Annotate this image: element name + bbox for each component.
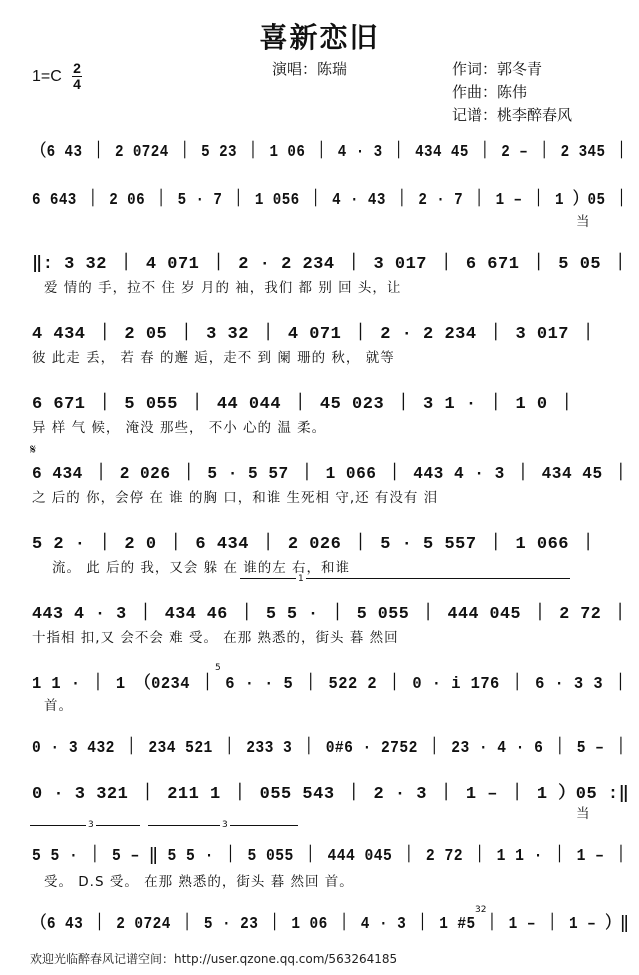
time-bottom: 4 <box>73 76 81 92</box>
notation-line-12: 5 5 · ｜ 5 – ‖ 5 5 · ｜ 5 055 ｜ 444 045 ｜ 2 72 ｜ 1 1 · ｜ 1 – ｜ <box>32 847 629 866</box>
lyric-line-11: 当 <box>576 806 591 822</box>
notation-line-8: 443 4 · 3 ｜ 434 46 ｜ 5 5 · ｜ 5 055 ｜ 444 045 ｜ 2 72 ｜ <box>32 605 629 624</box>
lyric-line-6: 之 后的 你，会停 在 谁 的胸 口，和谁 生死相 守,还 有没有 泪 <box>32 490 439 506</box>
ending-bracket-2-number: 3 <box>222 820 228 830</box>
ending-bracket-1 <box>30 825 140 826</box>
grace-note-5: 5 <box>215 663 221 673</box>
notation-line-2: 6 643 ｜ 2 06 ｜ 5 · 7 ｜ 1 056 ｜ 4 · 43 ｜ 2 · 7 ｜ 1 – ｜ 1 ）05 ｜ <box>32 191 629 210</box>
notation-line-7: 5 2 · ｜ 2 0 ｜ 6 434 ｜ 2 026 ｜ 5 · 5 557 ｜ 1 066 ｜ <box>32 535 598 554</box>
notation-line-9: 1 1 · ｜ 1 （0234 ｜ 6 · · 5 ｜ 522 2 ｜ 0 · i 176 ｜ 6 · 3 3 ｜ <box>32 675 629 694</box>
notation-line-3: ‖: 3 32 ｜ 4 071 ｜ 2 · 2 234 ｜ 3 017 ｜ 6 671 ｜ 5 05 ｜ <box>32 255 630 274</box>
grace-note-32: 32 <box>475 905 487 915</box>
time-signature <box>72 62 82 91</box>
lyric-line-8: 十指相 扣,又 会不会 难 受。 在那 熟悉的，街头 暮 然回 <box>32 630 399 646</box>
lyric-line-4: 彼 此走 丢， 若 春 的邂 逅，走不 到 阑 珊的 秋， 就等 <box>32 350 395 366</box>
notation-line-4: 4 434 ｜ 2 05 ｜ 3 32 ｜ 4 071 ｜ 2 · 2 234 ｜ 3 017 ｜ <box>32 325 598 344</box>
ending-bracket-1-number: 3 <box>88 820 94 830</box>
lyricist-credit: 作词：郭冬青 <box>452 60 543 78</box>
notation-line-6: 6 434 ｜ 2 026 ｜ 5 · 5 57 ｜ 1 066 ｜ 443 4 · 3 ｜ 434 45 ｜ <box>32 465 630 484</box>
footer-credit: 欢迎光临醉春风记谱空间：http://user.qzone.qq.com/563264185 <box>30 952 398 966</box>
song-title: 喜新恋旧 <box>259 21 380 54</box>
notation-line-1: （6 43 ｜ 2 0724 ｜ 5 23 ｜ 1 06 ｜ 4 · 3 ｜ 434 45 ｜ 2 – ｜ 2 345 ｜ <box>32 143 629 162</box>
transcriber-credit: 记谱：桃李醉春风 <box>452 106 573 124</box>
notation-line-11: 0 · 3 321 ｜ 211 1 ｜ 055 543 ｜ 2 · 3 ｜ 1 – ｜ 1 ）05 :‖ <box>32 785 630 804</box>
key-signature: 1=C <box>32 68 62 85</box>
lyric-line-3: 爱 情的 手，拉不 住 岁 月的 袖，我们 都 别 回 头，让 <box>44 280 402 296</box>
segno-mark: 𝄋 <box>30 442 37 458</box>
composer-credit: 作曲：陈伟 <box>452 83 528 101</box>
notation-line-10: 0 · 3 432 ｜ 234 521 ｜ 233 3 ｜ 0#6 · 2752 ｜ 23 · 4 · 6 ｜ 5 – ｜ <box>32 739 629 758</box>
notation-line-13: （6 43 ｜ 2 0724 ｜ 5 · 23 ｜ 1 06 ｜ 4 · 3 ｜ 1 #5 ｜ 1 – ｜ 1 – ）‖ <box>32 915 630 934</box>
lyric-line-5: 异 样 气 候， 淹没 那些， 不小 心的 温 柔。 <box>32 420 327 436</box>
lyric-line-2: 当 <box>576 214 591 230</box>
volta-bracket <box>240 578 570 587</box>
time-top: 2 <box>73 60 81 76</box>
volta-number: 1 <box>298 574 304 584</box>
lyric-line-7: 流。 此 后的 我，又会 躲 在 谁的左 右，和谁 <box>52 560 351 576</box>
notation-line-5: 6 671 ｜ 5 055 ｜ 44 044 ｜ 45 023 ｜ 3 1 · ｜ 1 0 ｜ <box>32 395 576 414</box>
lyric-line-12: 受。 D.S 受。 在那 熟悉的，街头 暮 然回 首。 <box>44 874 354 890</box>
lyric-line-9: 首。 <box>44 698 73 714</box>
singer-credit: 演唱：陈瑞 <box>272 60 348 78</box>
